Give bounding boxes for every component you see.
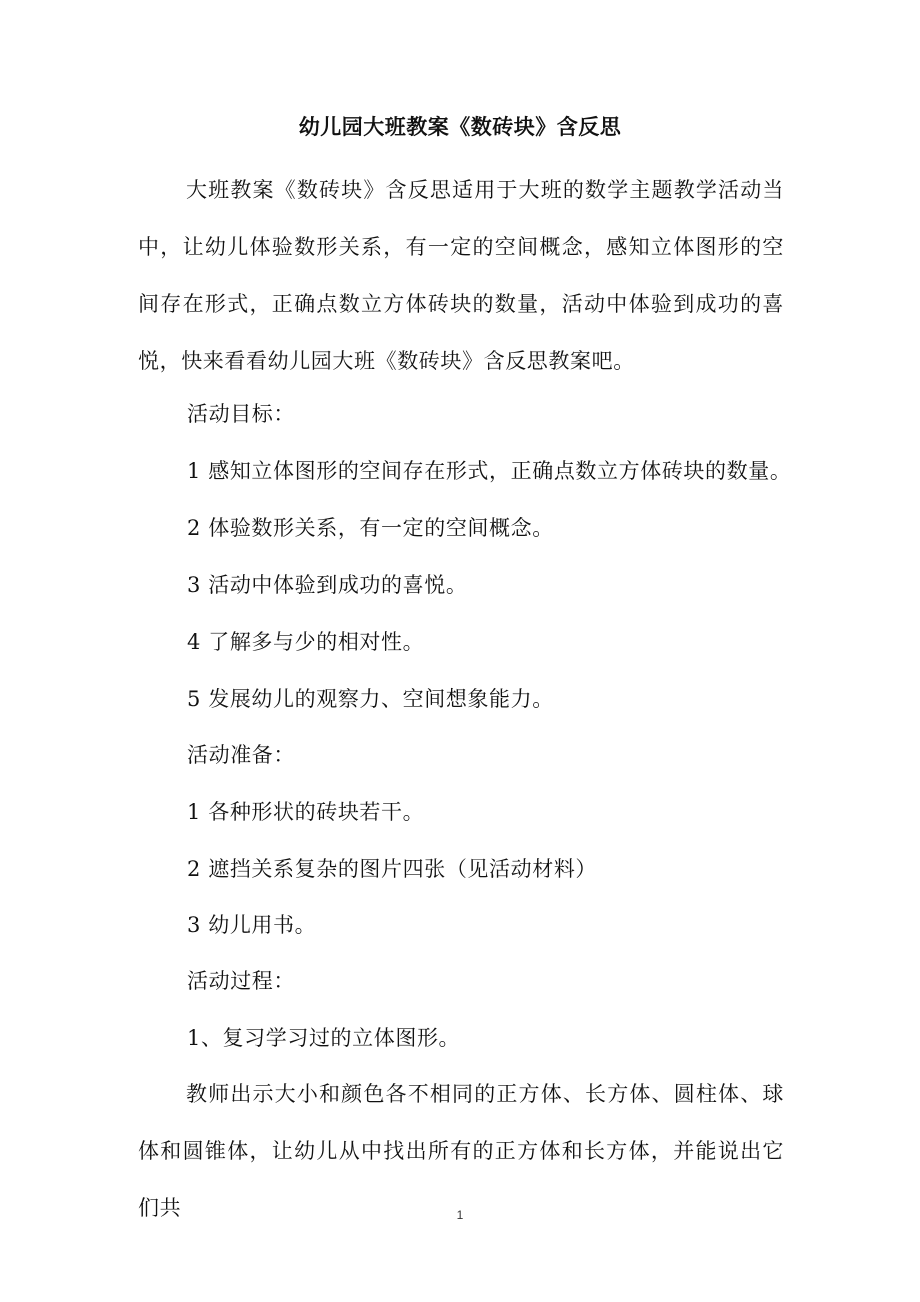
goal-item-4: 4 了解多与少的相对性。 [187,630,425,654]
process-step-1: 1、复习学习过的立体图形。 [187,1026,461,1050]
goal-item-3: 3 活动中体验到成功的喜悦。 [187,573,468,597]
intro-paragraph: 大班教案《数砖块》含反思适用于大班的数学主题教学活动当中，让幼儿体验数形关系，有一定的空间概念，感知立体图形的空间存在形式，正确点数立方体砖块的数量，活动中体验到成功的喜悦，快来看看幼儿园大班《数砖块》含反思教案吧。 [138,178,784,373]
document-title: 幼儿园大班教案《数砖块》含反思 [298,114,622,139]
prep-item-3: 3 幼儿用书。 [187,913,317,937]
goal-item-1: 1 感知立体图形的空间存在形式，正确点数立方体砖块的数量。 [187,459,792,483]
goal-item-2: 2 体验数形关系，有一定的空间概念。 [187,516,554,540]
goals-heading: 活动目标： [187,402,295,426]
prep-heading: 活动准备： [187,743,295,767]
process-paragraph: 教师出示大小和颜色各不相同的正方体、长方体、圆柱体、球体和圆锥体，让幼儿从中找出所有的正方体和长方体，并能说出它们共 [138,1082,784,1220]
prep-item-2: 2 遮挡关系复杂的图片四张（见活动材料） [187,857,598,881]
goal-item-5: 5 发展幼儿的观察力、空间想象能力。 [187,687,554,711]
process-heading: 活动过程： [187,969,295,993]
page-number: 1 [456,1208,464,1222]
prep-item-1: 1 各种形状的砖块若干。 [187,800,425,824]
